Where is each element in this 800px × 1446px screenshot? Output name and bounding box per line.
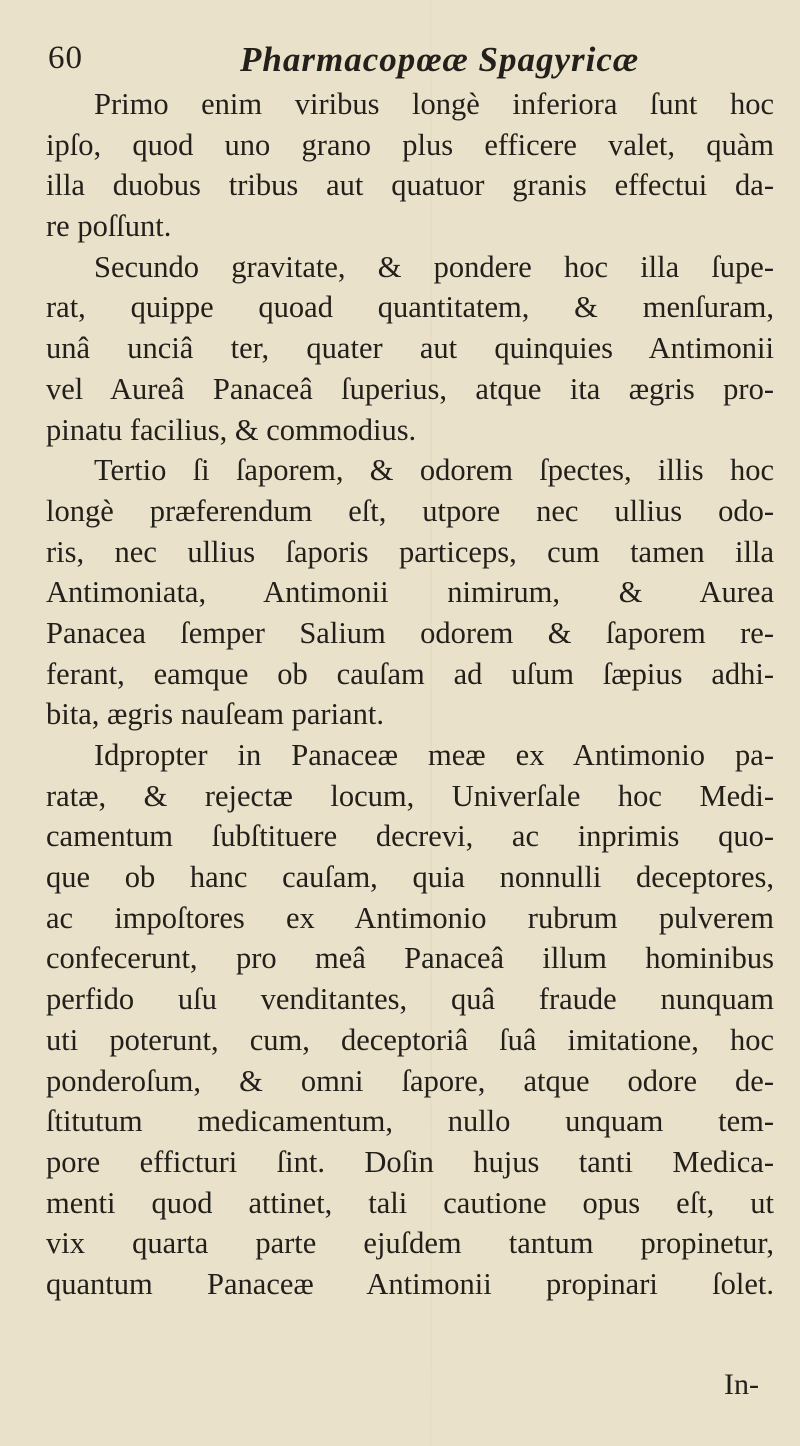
text-line: que ob hanc cauſam, quia nonnulli deceptores,	[46, 860, 774, 895]
text-line: ris, nec ullius ſaporis particeps, cum tamen illa	[46, 534, 774, 569]
text-line: Antimoniata, Antimonii nimirum, & Aurea	[46, 575, 774, 610]
text-line: bita, ægris nauſeam pariant.	[46, 697, 384, 732]
text-line: ferant, eamque ob cauſam ad uſum ſæpius adhi-	[46, 656, 774, 691]
body-text	[46, 84, 774, 1305]
text-line: camentum ſubſtituere decrevi, ac inprimis quo-	[46, 819, 774, 854]
catchword: In-	[724, 1368, 759, 1401]
text-line: pinatu facilius, & commodius.	[46, 412, 417, 447]
text-line: perfido uſu venditantes, quâ fraude nunquam	[46, 982, 774, 1017]
text-line: vel Aureâ Panaceâ ſuperius, atque ita ægris pro-	[46, 371, 774, 406]
text-line: Secundo gravitate, & pondere hoc illa ſupe-	[94, 249, 774, 284]
text-line: uti poterunt, cum, deceptoriâ ſuâ imitatione, hoc	[46, 1022, 774, 1057]
text-line: longè præferendum eſt, utpore nec ullius odo-	[46, 493, 774, 528]
text-line: vix quarta parte ejuſdem tantum propinetur,	[46, 1226, 774, 1261]
text-line: Panacea ſemper Salium odorem & ſaporem re-	[46, 615, 774, 650]
text-line: Tertio ſi ſaporem, & odorem ſpectes, illis hoc	[94, 453, 774, 488]
text-line: rat, quippe quoad quantitatem, & menſuram,	[46, 290, 774, 325]
text-line: ratæ, & rejectæ locum, Univerſale hoc Medi-	[46, 778, 774, 813]
text-line: ipſo, quod uno grano plus efficere valet, quàm	[46, 127, 774, 162]
text-line: quantum Panaceæ Antimonii propinari ſolet.	[46, 1266, 774, 1301]
text-line: confecerunt, pro meâ Panaceâ illum hominibus	[46, 941, 774, 976]
text-line: re poſſunt.	[46, 209, 172, 244]
text-line: ac impoſtores ex Antimonio rubrum pulverem	[46, 900, 774, 935]
running-head: Pharmacopœæ Spagyricæ	[240, 40, 640, 79]
text-line: menti quod attinet, tali cautione opus eſt, ut	[46, 1185, 774, 1220]
page-header	[48, 40, 768, 90]
text-line: Idpropter in Panaceæ meæ ex Antimonio pa-	[94, 738, 774, 772]
text-line: ponderoſum, & omni ſapore, atque odore de-	[46, 1063, 774, 1098]
text-line: ſtitutum medicamentum, nullo unquam tem-	[46, 1104, 774, 1139]
page-number: 60	[48, 40, 83, 76]
text-line: unâ unciâ ter, quater aut quinquies Antimonii	[46, 331, 774, 366]
text-line: illa duobus tribus aut quatuor granis effectui da-	[46, 168, 774, 203]
text-line: Primo enim viribus longè inferiora ſunt hoc	[94, 87, 774, 121]
text-line: pore efficturi ſint. Doſin hujus tanti Medica-	[46, 1144, 774, 1179]
